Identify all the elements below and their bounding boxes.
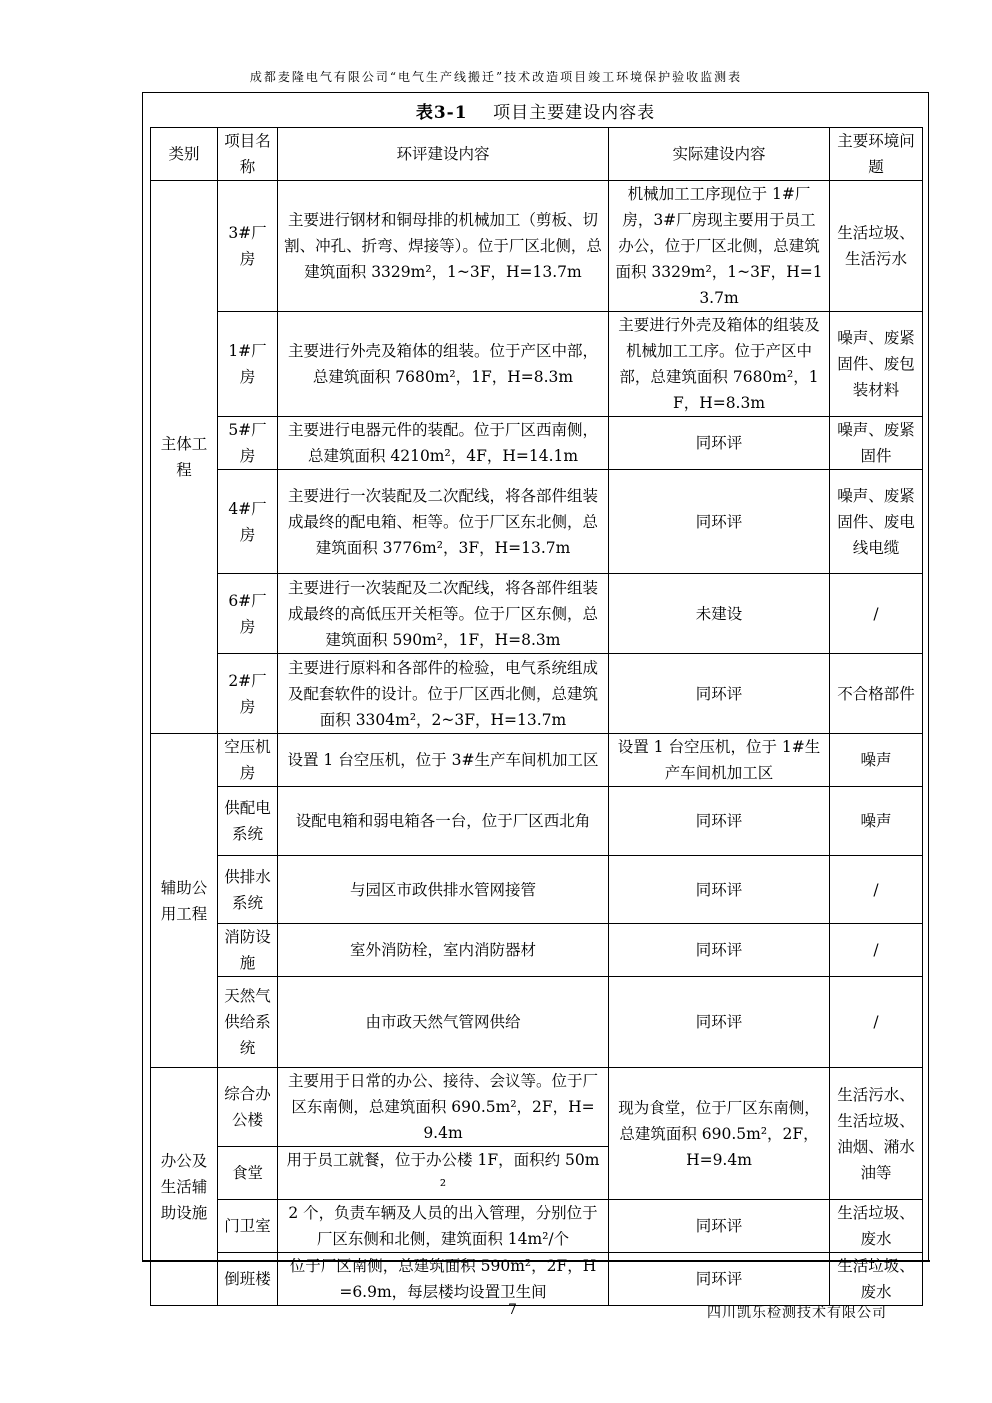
item-name: 4#厂房 [218, 470, 278, 574]
column-header: 实际建设内容 [609, 128, 830, 181]
actual-content: 同环评 [609, 856, 830, 924]
table-row [151, 856, 923, 924]
env-issue: / [830, 574, 923, 654]
eia-content: 位于厂区南侧，总建筑面积 590m²，2F，H=6.9m，每层楼均设置卫生间 [278, 1253, 609, 1306]
item-name: 2#厂房 [218, 654, 278, 734]
env-issue: 噪声、废紧固件、废包装材料 [830, 312, 923, 417]
table-row [151, 654, 923, 734]
eia-content: 与园区市政供排水管网接管 [278, 856, 609, 924]
table-row [151, 181, 923, 312]
table-row [151, 1200, 923, 1253]
table-row [151, 470, 923, 574]
eia-content: 主要进行一次装配及二次配线，将各部件组装成最终的配电箱、柜等。位于厂区东北侧，总建筑面积 3776m²，3F，H=13.7m [278, 470, 609, 574]
item-name: 供配电系统 [218, 787, 278, 856]
eia-content: 主要用于日常的办公、接待、会议等。位于厂区东南侧，总建筑面积 690.5m²，2F，H=9.4m [278, 1068, 609, 1147]
table-row [151, 787, 923, 856]
env-issue: 噪声、废紧固件 [830, 417, 923, 470]
env-issue: 噪声 [830, 787, 923, 856]
eia-content: 用于员工就餐，位于办公楼 1F，面积约 50m² [278, 1147, 609, 1200]
actual-content: 未建设 [609, 574, 830, 654]
item-name: 3#厂房 [218, 181, 278, 312]
table-row [151, 417, 923, 470]
table-row [151, 977, 923, 1068]
env-issue: 噪声 [830, 734, 923, 787]
eia-content: 设置 1 台空压机，位于 3#生产车间机加工区 [278, 734, 609, 787]
eia-content: 设配电箱和弱电箱各一台，位于厂区西北角 [278, 787, 609, 856]
footer-company: 四川凯乐检测技术有限公司 [707, 1305, 887, 1321]
env-issue: / [830, 856, 923, 924]
item-name: 倒班楼 [218, 1253, 278, 1306]
column-header: 主要环境问题 [830, 128, 923, 181]
table-row [151, 1253, 923, 1306]
actual-content: 机械加工工序现位于 1#厂房，3#厂房现主要用于员工办公，位于厂区北侧，总建筑面积 3329m²，1~3F，H=13.7m [609, 181, 830, 312]
item-name: 消防设施 [218, 924, 278, 977]
table-caption: 项目主要建设内容表 [493, 103, 656, 123]
env-issue: 不合格部件 [830, 654, 923, 734]
actual-content: 同环评 [609, 924, 830, 977]
category-cell: 办公及生活辅助设施 [151, 1068, 218, 1306]
actual-content: 同环评 [609, 1253, 830, 1306]
item-name: 综合办公楼 [218, 1068, 278, 1147]
actual-content: 设置 1 台空压机，位于 1#生产车间机加工区 [609, 734, 830, 787]
page-header: 成都麦隆电气有限公司“电气生产线搬迁”技术改造项目竣工环境保护验收监测表 [249, 70, 743, 84]
env-issue: / [830, 977, 923, 1068]
env-issue: 生活垃圾、废水 [830, 1253, 923, 1306]
item-name: 食堂 [218, 1147, 278, 1200]
env-issue: / [830, 924, 923, 977]
table-row [151, 924, 923, 977]
actual-content: 主要进行外壳及箱体的组装及机械加工工序。位于产区中部，总建筑面积 7680m²，1F，H=8.3m [609, 312, 830, 417]
table-row [151, 312, 923, 417]
item-name: 门卫室 [218, 1200, 278, 1253]
table-row [151, 734, 923, 787]
eia-content: 主要进行钢材和铜母排的机械加工（剪板、切割、冲孔、折弯、焊接等）。位于厂区北侧，总建筑面积 3329m²，1~3F，H=13.7m [278, 181, 609, 312]
eia-content: 主要进行外壳及箱体的组装。位于产区中部，总建筑面积 7680m²，1F，H=8.3m [278, 312, 609, 417]
table-row [151, 1068, 923, 1147]
actual-content: 同环评 [609, 470, 830, 574]
item-name: 供排水系统 [218, 856, 278, 924]
actual-content: 同环评 [609, 1200, 830, 1253]
page-number: 7 [508, 1302, 517, 1318]
column-header: 项目名称 [218, 128, 278, 181]
table-header-row [151, 128, 923, 181]
item-name: 1#厂房 [218, 312, 278, 417]
actual-content: 同环评 [609, 977, 830, 1068]
eia-content: 室外消防栓，室内消防器材 [278, 924, 609, 977]
category-cell: 主体工程 [151, 181, 218, 734]
env-issue: 生活污水、生活垃圾、油烟、潲水油等 [830, 1068, 923, 1200]
item-name: 天然气供给系统 [218, 977, 278, 1068]
actual-content: 同环评 [609, 654, 830, 734]
item-name: 5#厂房 [218, 417, 278, 470]
actual-content: 同环评 [609, 787, 830, 856]
item-name: 6#厂房 [218, 574, 278, 654]
item-name: 空压机房 [218, 734, 278, 787]
construction-content-table [150, 127, 923, 1306]
env-issue: 生活垃圾、废水 [830, 1200, 923, 1253]
column-header: 类别 [151, 128, 218, 181]
actual-content: 同环评 [609, 417, 830, 470]
env-issue: 生活垃圾、生活污水 [830, 181, 923, 312]
eia-content: 主要进行电器元件的装配。位于厂区西南侧，总建筑面积 4210m²，4F，H=14.1m [278, 417, 609, 470]
table-title [142, 98, 929, 123]
eia-content: 主要进行原料和各部件的检验，电气系统组成及配套软件的设计。位于厂区西北侧，总建筑面积 3304m²，2~3F，H=13.7m [278, 654, 609, 734]
table-row [151, 574, 923, 654]
column-header: 环评建设内容 [278, 128, 609, 181]
eia-content: 2 个，负责车辆及人员的出入管理，分别位于厂区东侧和北侧，建筑面积 14m²/个 [278, 1200, 609, 1253]
env-issue: 噪声、废紧固件、废电线电缆 [830, 470, 923, 574]
category-cell: 辅助公用工程 [151, 734, 218, 1068]
table-number: 表3-1 [415, 103, 468, 123]
actual-content: 现为食堂，位于厂区东南侧，总建筑面积 690.5m²，2F，H=9.4m [609, 1068, 830, 1200]
eia-content: 主要进行一次装配及二次配线，将各部件组装成最终的高低压开关柜等。位于厂区东侧，总建筑面积 590m²，1F，H=8.3m [278, 574, 609, 654]
eia-content: 由市政天然气管网供给 [278, 977, 609, 1068]
